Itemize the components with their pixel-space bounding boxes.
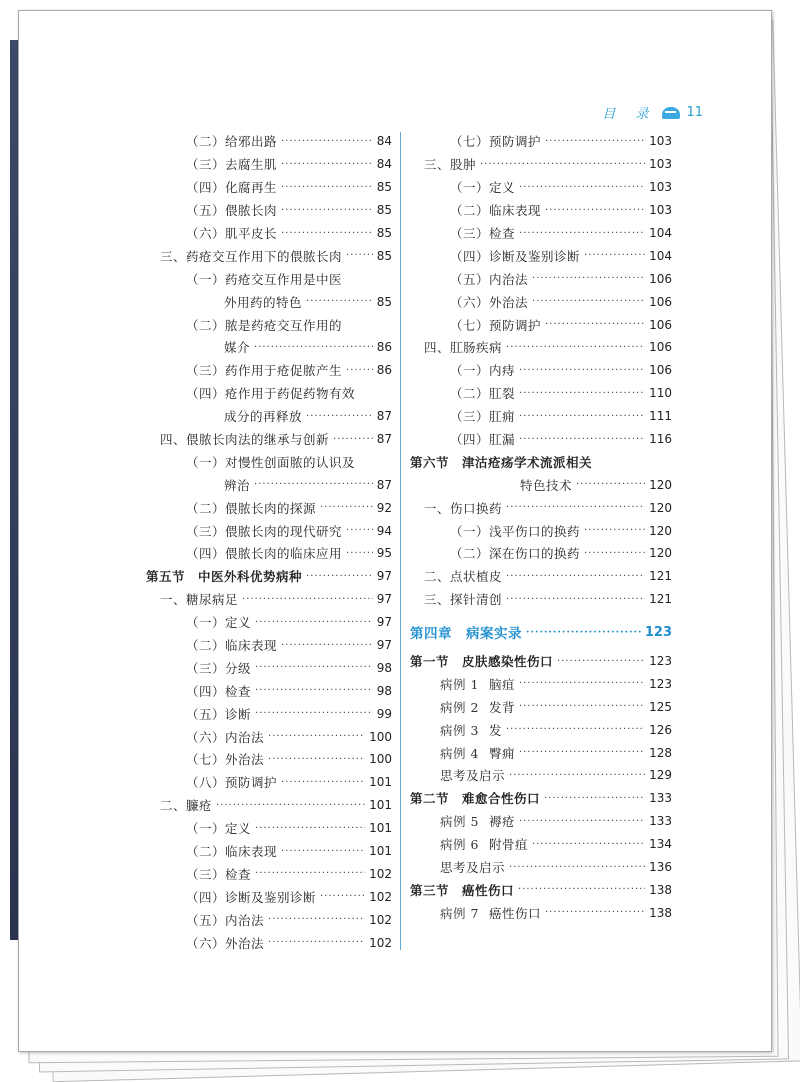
toc-entry-title: （三）检查 <box>450 226 516 241</box>
toc-entry[interactable] <box>146 473 392 496</box>
leader-dots <box>254 479 373 490</box>
leader-dots <box>255 662 373 673</box>
toc-entry-title: 思考及启示 <box>440 860 506 876</box>
toc-page-number: 102 <box>369 866 392 881</box>
toc-page-number: 129 <box>649 768 672 783</box>
leader-dots <box>506 502 645 513</box>
toc-page-number: 120 <box>649 546 672 561</box>
case-label: 病例 6 <box>440 837 479 853</box>
toc-entry[interactable] <box>410 359 672 382</box>
toc-page-number: 110 <box>649 386 672 401</box>
toc-entry[interactable] <box>410 130 672 153</box>
leader-dots <box>519 388 645 399</box>
leader-dots <box>545 319 645 330</box>
toc-entry-title: （六）内治法 <box>186 729 265 745</box>
toc-entry-title: （三）检查 <box>186 866 252 882</box>
toc-page-number: 85 <box>376 294 392 309</box>
toc-page-number: 106 <box>649 271 672 286</box>
toc-page-number: 103 <box>649 203 672 218</box>
chapter-title: 第四章 病案实录 <box>410 626 522 643</box>
leader-dots <box>281 846 365 857</box>
toc-entry[interactable] <box>410 856 672 879</box>
leader-dots <box>346 250 373 261</box>
toc-entry-title: 三、股肿 <box>424 157 477 173</box>
toc-entry-title: （五）偎脓长肉 <box>186 203 278 219</box>
toc-page-number: 106 <box>649 317 672 332</box>
toc-page-number: 123 <box>649 676 672 691</box>
toc-entry-title: 脑疽 <box>488 676 515 692</box>
toc-entry[interactable] <box>410 496 672 519</box>
toc-entry-title: 二、点状植皮 <box>424 569 503 585</box>
toc-page-number: 133 <box>649 791 672 806</box>
toc-entry[interactable] <box>410 565 672 588</box>
leader-dots <box>545 907 645 918</box>
leader-dots <box>346 525 373 536</box>
leader-dots <box>544 793 645 804</box>
toc-entry[interactable] <box>410 588 672 611</box>
toc-page-number: 133 <box>649 814 672 829</box>
leader-dots <box>480 159 645 170</box>
toc-entry-title: （三）分级 <box>186 660 252 676</box>
toc-entry-title: （四）诊断及鉴别诊断 <box>450 248 581 264</box>
toc-entry[interactable] <box>146 222 392 245</box>
toc-entry-title: 四、肛肠疾病 <box>424 340 503 356</box>
toc-entry-title: （四）化腐再生 <box>186 180 278 196</box>
toc-entry[interactable] <box>410 650 672 673</box>
leader-dots <box>509 770 645 781</box>
toc-entry[interactable] <box>146 840 392 863</box>
toc-page-number: 125 <box>649 699 672 714</box>
toc-entry[interactable] <box>146 267 392 290</box>
toc-page-number: 126 <box>649 722 672 737</box>
leader-dots <box>268 731 365 742</box>
toc-entry[interactable] <box>410 764 672 787</box>
leader-dots <box>519 411 645 422</box>
toc-entry-title: （二）脓是药疮交互作用的 <box>186 317 343 333</box>
toc-entry[interactable] <box>146 611 392 634</box>
toc-entry-title: （五）内治法 <box>450 271 529 287</box>
leader-dots <box>557 656 645 667</box>
leader-dots <box>506 594 645 605</box>
leader-dots <box>532 296 645 307</box>
column-divider <box>400 132 401 950</box>
toc-entry[interactable] <box>146 634 392 657</box>
toc-page-number: 99 <box>376 706 392 721</box>
toc-entry-title: （五）内治法 <box>186 912 265 928</box>
toc-page-number: 101 <box>369 798 392 813</box>
toc-entry[interactable] <box>410 336 672 359</box>
leader-dots <box>320 891 365 902</box>
leader-dots <box>320 502 373 513</box>
toc-page-number: 97 <box>376 592 392 607</box>
case-label: 病例 7 <box>440 905 479 921</box>
toc-entry[interactable] <box>146 519 392 542</box>
toc-entry[interactable] <box>410 405 672 428</box>
toc-entry[interactable] <box>146 908 392 931</box>
toc-entry-title: （二）深在伤口的换药 <box>450 546 581 562</box>
toc-entry[interactable] <box>146 496 392 519</box>
leader-dots <box>346 365 373 376</box>
toc-page-number: 85 <box>376 180 392 195</box>
toc-entry-title: 附骨疽 <box>488 837 528 853</box>
case-label: 病例 1 <box>440 676 479 692</box>
toc-entry-title: （二）临床表现 <box>186 638 278 654</box>
leader-dots <box>519 747 645 758</box>
toc-entry[interactable] <box>410 833 672 856</box>
leader-dots <box>518 884 645 895</box>
leader-dots <box>281 228 373 239</box>
toc-entry-title: （四）肛漏 <box>450 432 516 448</box>
toc-entry-title: 臀痈 <box>488 745 515 761</box>
toc-page-number: 128 <box>649 745 672 760</box>
leader-dots <box>242 594 373 605</box>
toc-entry[interactable] <box>410 199 672 222</box>
toc-right-column <box>410 130 672 924</box>
toc-entry[interactable] <box>410 176 672 199</box>
toc-page-number: 106 <box>649 294 672 309</box>
toc-entry-title: （四）诊断及鉴别诊断 <box>186 889 317 905</box>
toc-entry[interactable] <box>146 588 392 611</box>
toc-entry-title: （一）药疮交互作用是中医 <box>186 271 343 287</box>
toc-entry[interactable] <box>146 542 392 565</box>
toc-entry-title: 三、药疮交互作用下的偎脓长肉 <box>160 248 343 264</box>
toc-entry[interactable] <box>146 771 392 794</box>
toc-page-number: 116 <box>649 432 672 447</box>
toc-entry[interactable] <box>146 794 392 817</box>
toc-page-number: 138 <box>649 905 672 920</box>
leader-dots <box>519 678 645 689</box>
header-title: 目 录 <box>602 107 657 122</box>
toc-entry[interactable] <box>410 153 672 176</box>
toc-entry-title: 四、偎脓长肉法的继承与创新 <box>160 432 330 448</box>
toc-entry[interactable] <box>410 267 672 290</box>
toc-entry-title: 一、糖尿病足 <box>160 592 239 608</box>
leader-dots <box>306 571 373 582</box>
toc-page-number: 138 <box>649 882 672 897</box>
toc-entry-title: （二）临床表现 <box>186 844 278 860</box>
toc-page-number: 102 <box>369 935 392 950</box>
leader-dots <box>532 839 645 850</box>
leader-dots <box>519 365 645 376</box>
toc-page-number: 87 <box>376 477 392 492</box>
toc-page-number: 95 <box>376 546 392 561</box>
toc-entry[interactable] <box>410 810 672 833</box>
toc-page-number: 86 <box>376 340 392 355</box>
toc-page-number: 100 <box>369 729 392 744</box>
toc-page-number: 103 <box>649 134 672 149</box>
toc-entry-title: 成分的再释放 <box>224 409 303 425</box>
toc-entry[interactable] <box>146 679 392 702</box>
toc-entry-title: （四）检查 <box>186 683 252 699</box>
toc-page-number: 97 <box>376 569 392 584</box>
toc-entry[interactable] <box>146 405 392 428</box>
leader-dots <box>255 868 365 879</box>
toc-entry[interactable] <box>410 695 672 718</box>
toc-entry-title: 第三节 癌性伤口 <box>410 882 515 898</box>
leader-dots <box>584 525 645 536</box>
leader-dots <box>519 434 645 445</box>
toc-page-number: 84 <box>376 134 392 149</box>
toc-entry[interactable] <box>410 787 672 810</box>
toc-page-number: 94 <box>376 523 392 538</box>
leader-dots <box>255 617 373 628</box>
toc-page-number: 123 <box>649 654 672 669</box>
toc-entry-title: （七）外治法 <box>186 752 265 768</box>
toc-entry-title: （二）偎脓长肉的探源 <box>186 500 317 516</box>
toc-page-number: 120 <box>649 500 672 515</box>
toc-entry[interactable] <box>146 817 392 840</box>
toc-entry[interactable] <box>410 382 672 405</box>
toc-page-number: 103 <box>649 157 672 172</box>
toc-entry[interactable] <box>146 199 392 222</box>
toc-page-number: 102 <box>369 889 392 904</box>
leader-dots <box>254 342 373 353</box>
toc-page-number: 85 <box>376 226 392 240</box>
toc-page-number: 92 <box>376 500 392 515</box>
leader-dots <box>268 914 365 925</box>
toc-entry[interactable] <box>410 428 672 451</box>
toc-entry[interactable] <box>146 428 392 451</box>
toc-entry-title: （五）诊断 <box>186 706 252 722</box>
toc-page-number: 87 <box>376 409 392 424</box>
toc-entry[interactable] <box>146 153 392 176</box>
toc-entry[interactable] <box>146 748 392 771</box>
leader-dots <box>506 342 645 353</box>
toc-page-number: 103 <box>649 180 672 195</box>
toc-entry[interactable] <box>146 565 392 588</box>
toc-entry-title: （三）肛痈 <box>450 409 516 425</box>
toc-entry-title: （八）预防调护 <box>186 775 278 791</box>
toc-entry-title: 发 <box>488 722 502 738</box>
toc-page-number: 97 <box>376 638 392 653</box>
toc-entry[interactable] <box>146 176 392 199</box>
leader-dots <box>281 640 373 651</box>
toc-entry[interactable] <box>410 519 672 542</box>
chapter-heading[interactable] <box>410 621 672 644</box>
toc-page-number: 101 <box>369 821 392 836</box>
toc-entry[interactable] <box>410 244 672 267</box>
leader-dots <box>268 937 365 948</box>
toc-page-number: 106 <box>649 363 672 378</box>
toc-page-number: 101 <box>369 844 392 859</box>
leader-dots <box>346 548 373 559</box>
toc-entry-title: （三）偎脓长肉的现代研究 <box>186 523 343 539</box>
leader-dots <box>281 205 373 216</box>
toc-page-number: 104 <box>649 248 672 263</box>
toc-entry-title: （六）肌平皮长 <box>186 226 278 241</box>
toc-entry[interactable] <box>410 542 672 565</box>
toc-entry[interactable] <box>146 931 392 954</box>
toc-entry-title: （六）外治法 <box>450 294 529 310</box>
page-stack-edge-left <box>10 40 18 940</box>
toc-entry-title: 褥疮 <box>488 814 515 830</box>
toc-entry[interactable] <box>146 885 392 908</box>
toc-entry[interactable] <box>146 450 392 473</box>
toc-page-number: 97 <box>376 615 392 630</box>
toc-entry[interactable] <box>146 382 392 405</box>
case-label: 病例 2 <box>440 699 479 715</box>
toc-entry-title: （一）定义 <box>186 615 252 631</box>
toc-entry[interactable] <box>410 222 672 245</box>
toc-entry-title: （一）浅平伤口的换药 <box>450 523 581 539</box>
leader-dots <box>545 136 645 147</box>
toc-entry-title: 辨治 <box>224 477 251 493</box>
leader-dots <box>545 205 645 216</box>
leader-dots <box>255 708 373 719</box>
leader-dots <box>519 182 645 193</box>
toc-entry-title: 媒介 <box>224 340 251 356</box>
toc-page-number: 101 <box>369 775 392 790</box>
book-icon <box>662 107 680 119</box>
leader-dots <box>281 159 373 170</box>
toc-entry-title: （七）预防调护 <box>450 134 542 150</box>
toc-entry-title: （二）肛裂 <box>450 386 516 402</box>
toc-page-number: 106 <box>649 340 672 355</box>
toc-page-number: 111 <box>649 409 672 424</box>
toc-entry-title: （三）去腐生肌 <box>186 157 278 173</box>
leader-dots <box>268 754 365 765</box>
leader-dots <box>216 800 365 811</box>
toc-entry-title: （一）内痔 <box>450 363 516 379</box>
case-label: 病例 5 <box>440 814 479 830</box>
toc-entry-title: （六）外治法 <box>186 935 265 951</box>
toc-page-number: 102 <box>369 912 392 927</box>
toc-entry-title: （一）对慢性创面脓的认识及 <box>186 454 356 470</box>
leader-dots <box>519 228 645 239</box>
toc-page-number: 86 <box>376 363 392 378</box>
toc-entry[interactable] <box>410 879 672 902</box>
toc-entry-title: 第六节 津沽疮疡学术流派相关 <box>410 454 593 470</box>
leader-dots <box>281 777 365 788</box>
toc-entry-title: 第五节 中医外科优势病种 <box>146 569 303 585</box>
toc-entry[interactable] <box>410 718 672 741</box>
toc-entry-title: 二、臁疮 <box>160 798 213 814</box>
leader-dots <box>584 548 645 559</box>
toc-page-number: 120 <box>649 523 672 538</box>
header-page-number: 11 <box>686 105 703 120</box>
chapter-page-number: 123 <box>644 624 672 640</box>
toc-page-number: 84 <box>376 157 392 172</box>
toc-entry-title: 第二节 难愈合性伤口 <box>410 791 541 807</box>
leader-dots <box>519 701 645 712</box>
toc-entry-title: 三、探针清创 <box>424 592 503 608</box>
toc-entry[interactable] <box>410 290 672 313</box>
toc-page-number: 134 <box>649 837 672 852</box>
leader-dots <box>306 296 373 307</box>
toc-entry-title: 一、伤口换药 <box>424 500 503 516</box>
toc-entry-title: （七）预防调护 <box>450 317 542 333</box>
toc-entry[interactable] <box>146 130 392 153</box>
toc-page-number: 104 <box>649 226 672 240</box>
toc-entry[interactable] <box>146 244 392 267</box>
case-label: 病例 4 <box>440 745 479 761</box>
leader-dots <box>281 136 373 147</box>
leader-dots <box>576 479 645 490</box>
toc-entry[interactable] <box>146 336 392 359</box>
toc-page-number: 98 <box>376 683 392 698</box>
leader-dots <box>255 685 373 696</box>
toc-entry-title: （四）疮作用于药促药物有效 <box>186 386 356 402</box>
toc-entry[interactable] <box>146 863 392 886</box>
toc-entry[interactable] <box>410 473 672 496</box>
toc-entry[interactable] <box>146 290 392 313</box>
toc-page-number: 85 <box>376 248 392 263</box>
toc-entry-title: 思考及启示 <box>440 768 506 784</box>
toc-entry[interactable] <box>146 725 392 748</box>
leader-dots <box>255 823 365 834</box>
leader-dots <box>519 816 645 827</box>
leader-dots <box>532 273 645 284</box>
toc-entry-title: （二）给邪出路 <box>186 134 278 150</box>
leader-dots <box>281 182 373 193</box>
toc-page-number: 121 <box>649 592 672 607</box>
toc-entry[interactable] <box>410 741 672 764</box>
toc-page-number: 121 <box>649 569 672 584</box>
toc-page-number: 120 <box>649 477 672 492</box>
toc-entry-title: （二）临床表现 <box>450 203 542 219</box>
toc-entry-title: （四）偎脓长肉的临床应用 <box>186 546 343 562</box>
toc-entry[interactable] <box>146 702 392 725</box>
toc-entry-title: 外用药的特色 <box>224 294 303 310</box>
case-label: 病例 3 <box>440 722 479 738</box>
toc-page-number: 87 <box>376 432 392 447</box>
toc-page-number: 100 <box>369 752 392 767</box>
toc-entry-title: 第一节 皮肤感染性伤口 <box>410 654 554 670</box>
toc-entry[interactable] <box>146 656 392 679</box>
toc-page-number: 85 <box>376 203 392 218</box>
toc-entry[interactable] <box>410 901 672 924</box>
toc-entry-title: （一）定义 <box>450 180 516 196</box>
toc-entry-title: 发背 <box>488 699 515 715</box>
page-header <box>602 103 703 122</box>
toc-page-number: 98 <box>376 660 392 675</box>
toc-entry-title: 癌性伤口 <box>488 905 541 921</box>
leader-dots <box>506 571 645 582</box>
toc-entry-title: （一）定义 <box>186 821 252 837</box>
toc-entry[interactable] <box>146 313 392 336</box>
toc-entry-title: （三）药作用于疮促脓产生 <box>186 363 343 379</box>
toc-entry[interactable] <box>410 313 672 336</box>
leader-dots <box>509 862 645 873</box>
leader-dots <box>506 724 645 735</box>
leader-dots <box>526 627 641 638</box>
toc-entry[interactable] <box>146 359 392 382</box>
leader-dots <box>306 411 373 422</box>
toc-entry-title: 特色技术 <box>520 477 573 493</box>
toc-entry[interactable] <box>410 672 672 695</box>
toc-left-column <box>146 130 392 954</box>
toc-entry[interactable] <box>410 450 672 473</box>
leader-dots <box>333 434 373 445</box>
toc-page-number: 136 <box>649 860 672 875</box>
leader-dots <box>584 250 645 261</box>
